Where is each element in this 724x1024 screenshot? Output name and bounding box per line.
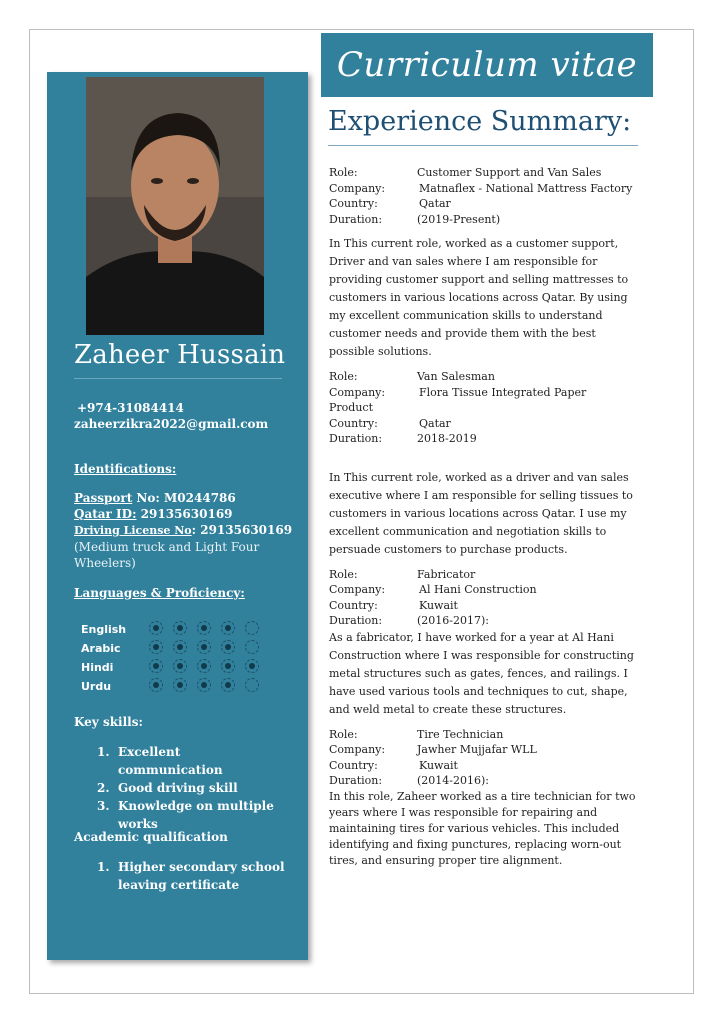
language-name: Hindi bbox=[81, 661, 114, 674]
proficiency-dot-filled bbox=[245, 659, 259, 673]
proficiency-dot-filled bbox=[173, 678, 187, 692]
job-entry: Role: Fabricator Company: Al Hani Construction Country: Kuwait Duration: (2016-2017): As a fabricator, I have worked for a year at Al Hani Construction where I was responsible for constructing metal structures such as gates, fences, and railings. I have used various tools and techniques to cut, shape, and weld metal to create these structures. bbox=[329, 567, 644, 719]
languages-list bbox=[81, 621, 301, 697]
language-name: Urdu bbox=[81, 680, 112, 693]
job-country: Qatar bbox=[419, 416, 451, 430]
list-item: 2. Good driving skill bbox=[97, 781, 238, 795]
job-company: Jawher Mujjafar WLL bbox=[417, 743, 537, 756]
job-description: As a fabricator, I have worked for a year at Al Hani Construction where I was responsible for constructing metal structures such as gates, fences, and railings. I have used various tools and techniques to cut, shape, and weld metal to create these structures. bbox=[329, 630, 634, 716]
proficiency-dot-filled bbox=[221, 640, 235, 654]
qatar-id-label: Qatar ID: bbox=[74, 507, 137, 521]
candidate-name: Zaheer Hussain bbox=[74, 340, 286, 370]
proficiency-dot-filled bbox=[197, 640, 211, 654]
list-item: 1. Higher secondary school leaving certificate bbox=[97, 860, 285, 892]
experience-title: Experience Summary: bbox=[328, 106, 632, 137]
job-company: Matnaflex - National Mattress Factory bbox=[419, 181, 633, 195]
job-description: In This current role, worked as a driver and van sales executive where I am responsible for selling tissues to customers in various locations across Qatar. I use my excellent communication and negotiation skills to persuade customers to purchase products. bbox=[329, 470, 633, 556]
proficiency-dot-filled bbox=[149, 640, 163, 654]
proficiency-dot-filled bbox=[221, 659, 235, 673]
job-country: Kuwait bbox=[419, 758, 458, 772]
key-skills-heading: Key skills: bbox=[74, 715, 143, 729]
proficiency-dot-empty bbox=[245, 621, 259, 635]
academic-list bbox=[97, 858, 287, 894]
experience-content bbox=[329, 165, 644, 877]
proficiency-dot-empty bbox=[245, 678, 259, 692]
list-item: 3. Knowledge on multiple works bbox=[97, 799, 274, 831]
job-country: Kuwait bbox=[419, 598, 458, 612]
proficiency-dot-filled bbox=[197, 621, 211, 635]
proficiency-dot-filled bbox=[221, 678, 235, 692]
job-duration: (2019-Present) bbox=[417, 212, 501, 226]
qatar-id-value: 29135630169 bbox=[136, 507, 233, 521]
proficiency-dot-filled bbox=[149, 659, 163, 673]
phone-number: +974-31084414 bbox=[77, 401, 184, 415]
passport-label: Passport bbox=[74, 491, 133, 505]
job-description: In This current role, worked as a customer support, Driver and van sales where I am responsible for providing customer support and selling mattresses to customers in various locations across Qatar. By using my excellent communication skills to understand customer needs and provide them with the best possible solutions. bbox=[329, 237, 629, 358]
license-value: : 29135630169 bbox=[191, 523, 293, 537]
job-company: Flora Tissue Integrated Paper bbox=[419, 385, 587, 399]
job-role: Customer Support and Van Sales bbox=[417, 166, 602, 179]
job-duration: (2014-2016): bbox=[417, 774, 489, 787]
job-entry: Role: Tire Technician Company: Jawher Mujjafar WLL Country: Kuwait Duration: (2014-2016): In this role, Zaheer worked as a tire technician for two years where I was responsible for repairing and maintaining tires for various vehicles. This included identifying and fixing punctures, replacing worn-out tires, and ensuring proper tire alignment. bbox=[329, 727, 644, 869]
job-description: In this role, Zaheer worked as a tire technician for two years where I was responsible for repairing and maintaining tires for various vehicles. This included identifying and fixing punctures, replacing worn-out tires, and ensuring proper tire alignment. bbox=[329, 789, 636, 867]
language-row bbox=[81, 621, 301, 640]
sidebar bbox=[47, 72, 308, 960]
email-address: zaheerzikra2022@gmail.com bbox=[74, 417, 269, 431]
language-name: English bbox=[81, 623, 127, 636]
contact-info bbox=[74, 400, 268, 432]
job-entry: Role: Customer Support and Van Sales Company: Matnaflex - National Mattress Factory Country: Qatar Duration: (2019-Present) In This current role, worked as a customer support, Driver and van sales where I am responsible for providing customer support and selling mattresses to customers in various locations across Qatar. By using my excellent communication skills to understand customer needs and provide them with the best possible solutions. bbox=[329, 165, 644, 361]
key-skills-list bbox=[97, 743, 287, 833]
job-role: Fabricator bbox=[417, 567, 476, 581]
license-label: Driving License No bbox=[74, 524, 192, 537]
job-role: Van Salesman bbox=[417, 370, 495, 383]
job-company-continued: Product bbox=[329, 401, 373, 414]
job-role: Tire Technician bbox=[417, 727, 504, 741]
job-country: Qatar bbox=[419, 197, 451, 210]
identifications-block bbox=[74, 490, 304, 571]
passport-value: No: M0244786 bbox=[132, 491, 236, 505]
proficiency-dot-filled bbox=[221, 621, 235, 635]
profile-photo bbox=[86, 77, 264, 335]
proficiency-dot-filled bbox=[149, 621, 163, 635]
proficiency-dot-filled bbox=[173, 659, 187, 673]
proficiency-dot-filled bbox=[197, 678, 211, 692]
languages-heading: Languages & Proficiency: bbox=[74, 586, 245, 600]
license-note: (Medium truck and Light Four Wheelers) bbox=[74, 540, 260, 570]
proficiency-dot-filled bbox=[197, 659, 211, 673]
academic-heading: Academic qualification bbox=[74, 830, 228, 844]
language-name: Arabic bbox=[81, 642, 121, 655]
job-duration: (2016-2017): bbox=[417, 614, 489, 627]
experience-divider bbox=[328, 145, 638, 146]
language-row bbox=[81, 678, 301, 697]
language-row bbox=[81, 659, 301, 678]
job-entry: Role: Van Salesman Company: Flora Tissue Integrated Paper Product Country: Qatar Duration: 2018-2019 In This current role, worked as a driver and van sales executive where I am responsible for selling tissues to customers in various locations across Qatar. I use my excellent communication and negotiation skills to persuade customers to purchase products. bbox=[329, 369, 644, 559]
proficiency-dot-filled bbox=[149, 678, 163, 692]
job-company: Al Hani Construction bbox=[419, 583, 537, 596]
proficiency-dot-filled bbox=[173, 621, 187, 635]
cv-banner: Curriculum vitae bbox=[321, 33, 653, 97]
name-divider bbox=[74, 378, 282, 379]
proficiency-dot-filled bbox=[173, 640, 187, 654]
language-row bbox=[81, 640, 301, 659]
job-duration: 2018-2019 bbox=[417, 432, 477, 445]
proficiency-dot-empty bbox=[245, 640, 259, 654]
list-item: 1. Excellent communication bbox=[97, 745, 223, 777]
identifications-heading: Identifications: bbox=[74, 462, 177, 476]
